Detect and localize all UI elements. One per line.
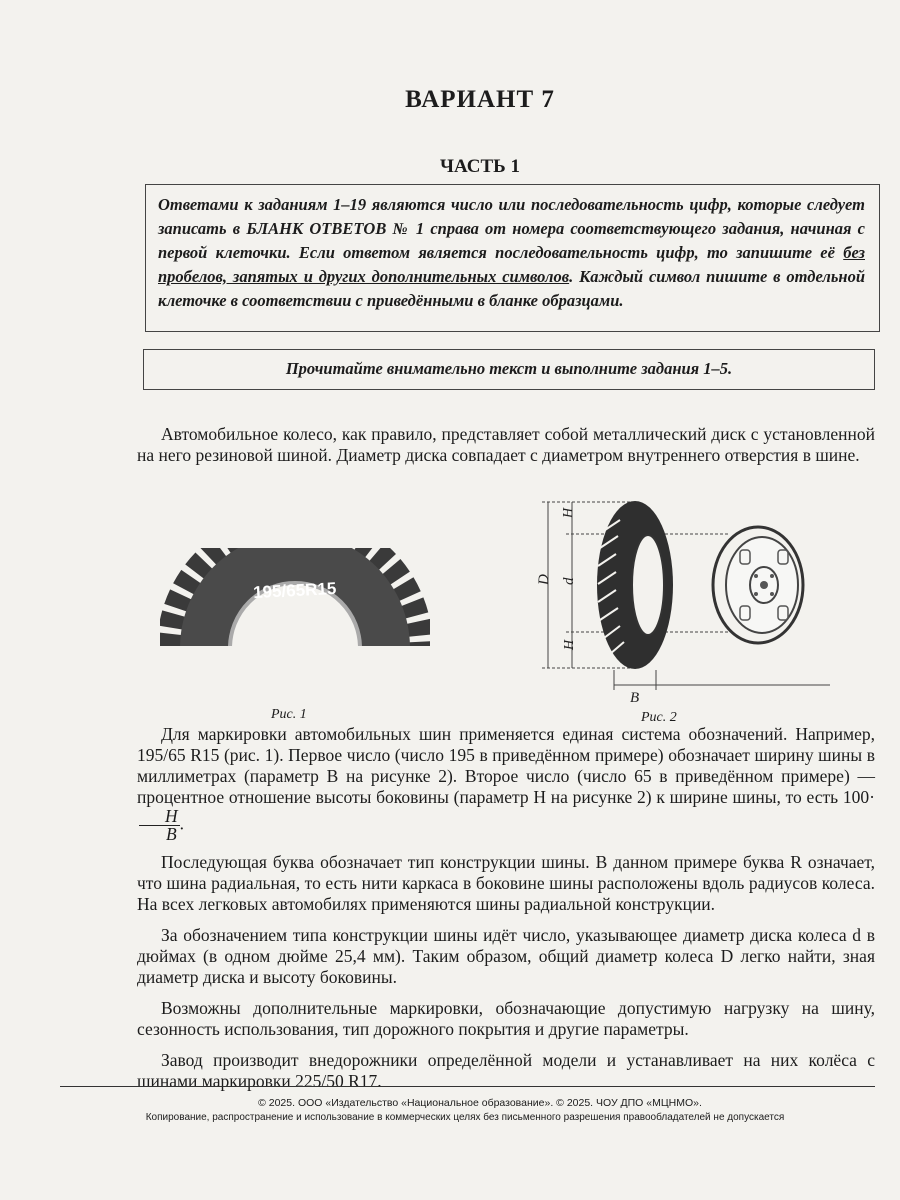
paragraph-letter: Последующая буква обозначает тип конструкции шины. В данном примере буква R означает, что шина радиальная, то есть нити каркаса в боковине шины расположены вдоль радиусов колеса. На всех легковых автомобилях применяются шины радиальной конструкции. (137, 852, 875, 914)
formula-fraction (139, 808, 180, 843)
tire-hole (632, 535, 664, 635)
dim-B-label: B (630, 690, 640, 706)
marking-text: Для маркировки автомобильных шин применяется единая система обозначений. Например, 195/65 R15 (рис. 1). Первое число (число 195 в приведённом примере) обозначает ширину шины в миллиметрах (параметр B на рисунке 2). Второе число (число 65 в приведённом примере) — процентное отношение высоты боковины (параметр H на рисунке 2) к ширине шины, то есть (137, 724, 875, 807)
tire-marking: 195/65R15 (252, 578, 337, 603)
paragraph-extra: Возможны дополнительные маркировки, обозначающие допустимую нагрузку на шину, сезонность использования, тип дорожного покрытия и другие параметры. (137, 998, 875, 1039)
paragraph-group (137, 852, 875, 1092)
dim-H-top-label: H (561, 507, 576, 518)
formula-coef: 100· (842, 787, 875, 807)
instructions-underlined: без пробелов, запятых и других дополнительных символов (158, 243, 865, 286)
footer-copyright: © 2025. ООО «Издательство «Национальное образование». © 2025. ЧОУ ДПО «МЦНМО». (258, 1097, 702, 1109)
footer-notice: Копирование, распространение и использование в коммерческих целях без письменного разрешения правообладателей не допускается (145, 1112, 785, 1123)
figure-2-diagram (530, 490, 880, 710)
formula-end: . (179, 813, 185, 834)
instructions-box (145, 184, 880, 332)
formula-denominator: B (165, 824, 177, 844)
footer-divider (60, 1086, 875, 1087)
figure-1-tire (160, 548, 430, 658)
variant-title: ВАРИАНТ 7 (405, 86, 555, 113)
paragraph-intro: Автомобильное колесо, как правило, представляет собой металлический диск с установленной на него резиновой шиной. Диаметр диска совпадает с диаметром внутреннего отверстия в шине. (137, 424, 875, 465)
read-prompt: Прочитайте внимательно текст и выполните задания 1–5. (285, 359, 733, 378)
figure-2-caption: Рис. 2 (641, 710, 677, 725)
dim-H-bottom-label: H (562, 639, 577, 650)
paragraph-factory: Завод производит внедорожники определённой модели и устанавливает на них колёса с шинами маркировки 225/50 R17. (137, 1050, 875, 1091)
part-title: ЧАСТЬ 1 (440, 156, 520, 177)
paragraph-diameter: За обозначением типа конструкции шины идёт число, указывающее диаметр диска колеса d в дюймах (в одном дюйме 25,4 мм). Таким образом, общий диаметр колеса D легко найти, зная диаметр диска и высоту боковины. (137, 925, 875, 987)
instructions-text-2: . Каждый символ пишите в отдельной клеточке в соответствии с приведёнными в бланке образцами. (158, 267, 865, 310)
paragraph-marking (137, 724, 875, 843)
dim-D-label: D (536, 574, 552, 585)
formula-numerator: H (139, 808, 180, 826)
dim-d-label: d (561, 577, 577, 585)
figure-1-caption: Рис. 1 (271, 707, 307, 722)
read-prompt-box (143, 349, 875, 390)
instructions-text-1: Ответами к заданиям 1–19 являются число или последовательность цифр, которые следует записать в БЛАНК ОТВЕТОВ № 1 справа от номера соответствующего задания, начиная с первой клеточки. Если ответом является последовательность цифр, то запишите её (158, 195, 865, 262)
